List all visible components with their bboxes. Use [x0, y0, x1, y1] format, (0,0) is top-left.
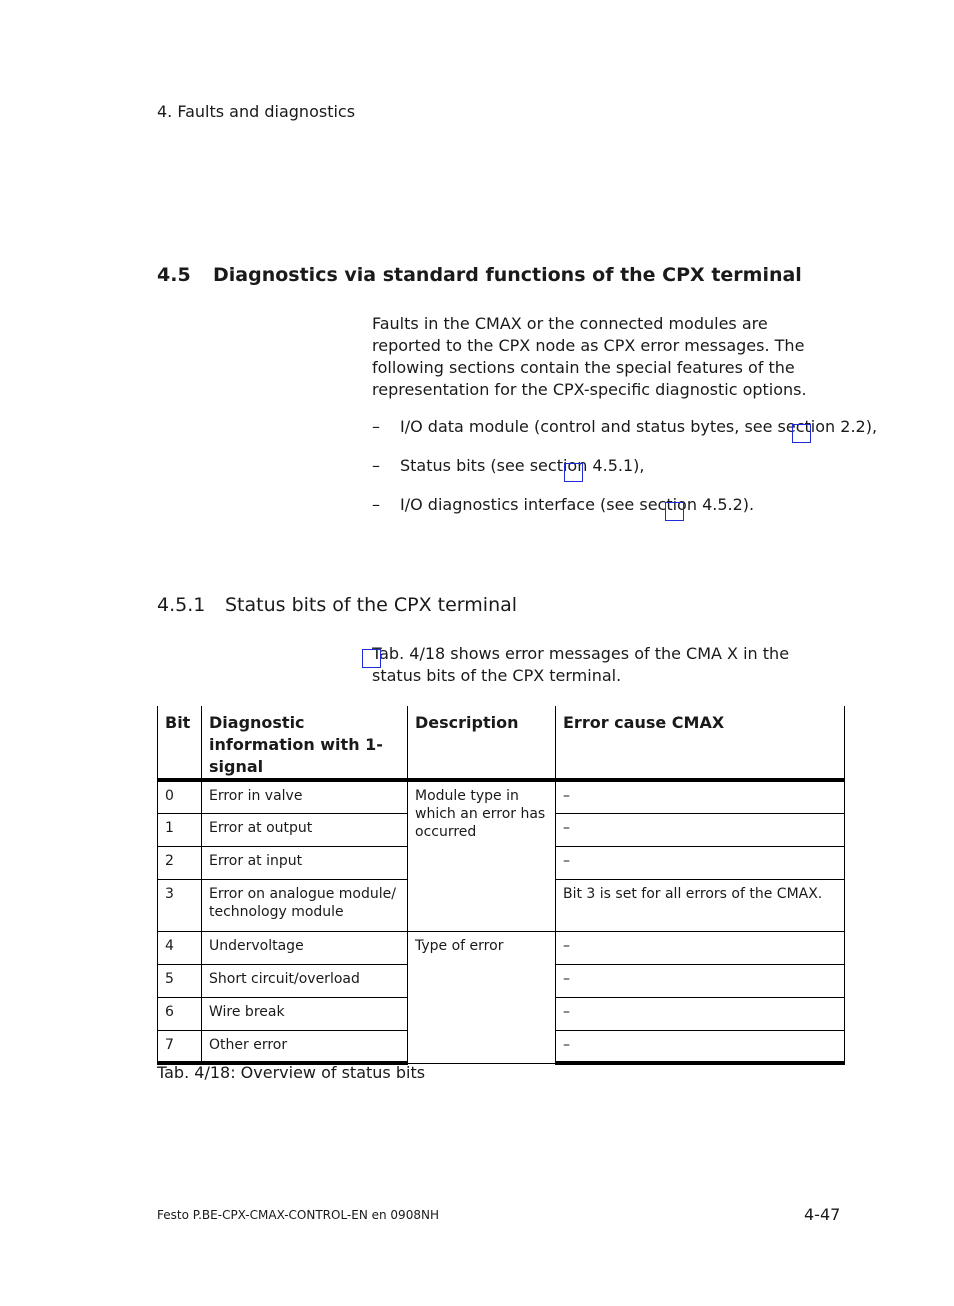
bit-cell: 2 [158, 846, 202, 879]
info-cell: Error at output [202, 813, 408, 846]
description-cell: Module type in which an error has occurred [408, 780, 556, 931]
info-cell: Other error [202, 1030, 408, 1063]
intro-paragraph: Faults in the CMAX or the connected modules are reported to the CPX node as CPX error messages. The following sections contain the special features of the representation for the CPX-specific diagnostic options. [372, 314, 807, 399]
bit-cell: 6 [158, 997, 202, 1030]
subsection-number: 4.5.1 [157, 594, 206, 616]
header-error-cause: Error cause CMAX [556, 706, 845, 780]
bullet-dash: – [372, 495, 380, 514]
info-cell: Undervoltage [202, 931, 408, 964]
section-title: Diagnostics via standard functions of the CPX terminal [213, 264, 802, 286]
table-caption: Tab. 4/18: Overview of status bits [157, 1063, 426, 1082]
table-row [158, 931, 845, 964]
link-table-4-18[interactable] [362, 649, 381, 668]
bullet-text: Status bits (see section 4.5.1), [400, 456, 645, 475]
header-bit: Bit [158, 706, 202, 780]
table-row [158, 780, 845, 813]
header-description: Description [408, 706, 556, 780]
info-cell: Error in valve [202, 780, 408, 813]
table-reference-paragraph: Tab. 4/18 shows error messages of the CMA X in the status bits of the CPX terminal. [372, 644, 790, 685]
bullet-text: I/O data module (control and status bytes, see section 2.2), [400, 417, 878, 436]
cause-cell: – [556, 931, 845, 964]
table-header-row [158, 706, 845, 780]
bullet-item [372, 455, 644, 477]
cause-cell: – [556, 780, 845, 813]
cause-cell: Bit 3 is set for all errors of the CMAX. [556, 879, 845, 931]
bit-cell: 4 [158, 931, 202, 964]
info-cell: Wire break [202, 997, 408, 1030]
bit-cell: 3 [158, 879, 202, 931]
cause-cell: – [556, 1030, 845, 1063]
bit-cell: 0 [158, 780, 202, 813]
link-section-4-5-1[interactable] [564, 463, 583, 482]
running-head: 4. Faults and diagnostics [157, 102, 356, 121]
header-diagnostic-info: Diagnostic information with 1-signal [202, 706, 408, 780]
link-section-4-5-2[interactable] [665, 502, 684, 521]
info-cell: Error on analogue module/ technology module [202, 879, 408, 931]
bullet-dash: – [372, 417, 380, 436]
cause-cell: – [556, 846, 845, 879]
link-section-2-2[interactable] [792, 424, 811, 443]
info-cell: Error at input [202, 846, 408, 879]
section-number: 4.5 [157, 264, 191, 286]
cause-cell: – [556, 997, 845, 1030]
bit-cell: 5 [158, 964, 202, 997]
description-cell: Type of error [408, 931, 556, 1063]
bullet-text: I/O diagnostics interface (see section 4.5.2). [400, 495, 755, 514]
cause-cell: – [556, 964, 845, 997]
info-cell: Short circuit/overload [202, 964, 408, 997]
bit-cell: 1 [158, 813, 202, 846]
subsection-title: Status bits of the CPX terminal [225, 594, 518, 616]
bullet-item [372, 494, 754, 516]
page-number: 4-47 [804, 1205, 841, 1224]
footer-document-id: Festo P.BE-CPX-CMAX-CONTROL-EN en 0908NH [157, 1208, 439, 1222]
cause-cell: – [556, 813, 845, 846]
bullet-dash: – [372, 456, 380, 475]
status-bits-table [157, 706, 845, 1065]
bit-cell: 7 [158, 1030, 202, 1063]
